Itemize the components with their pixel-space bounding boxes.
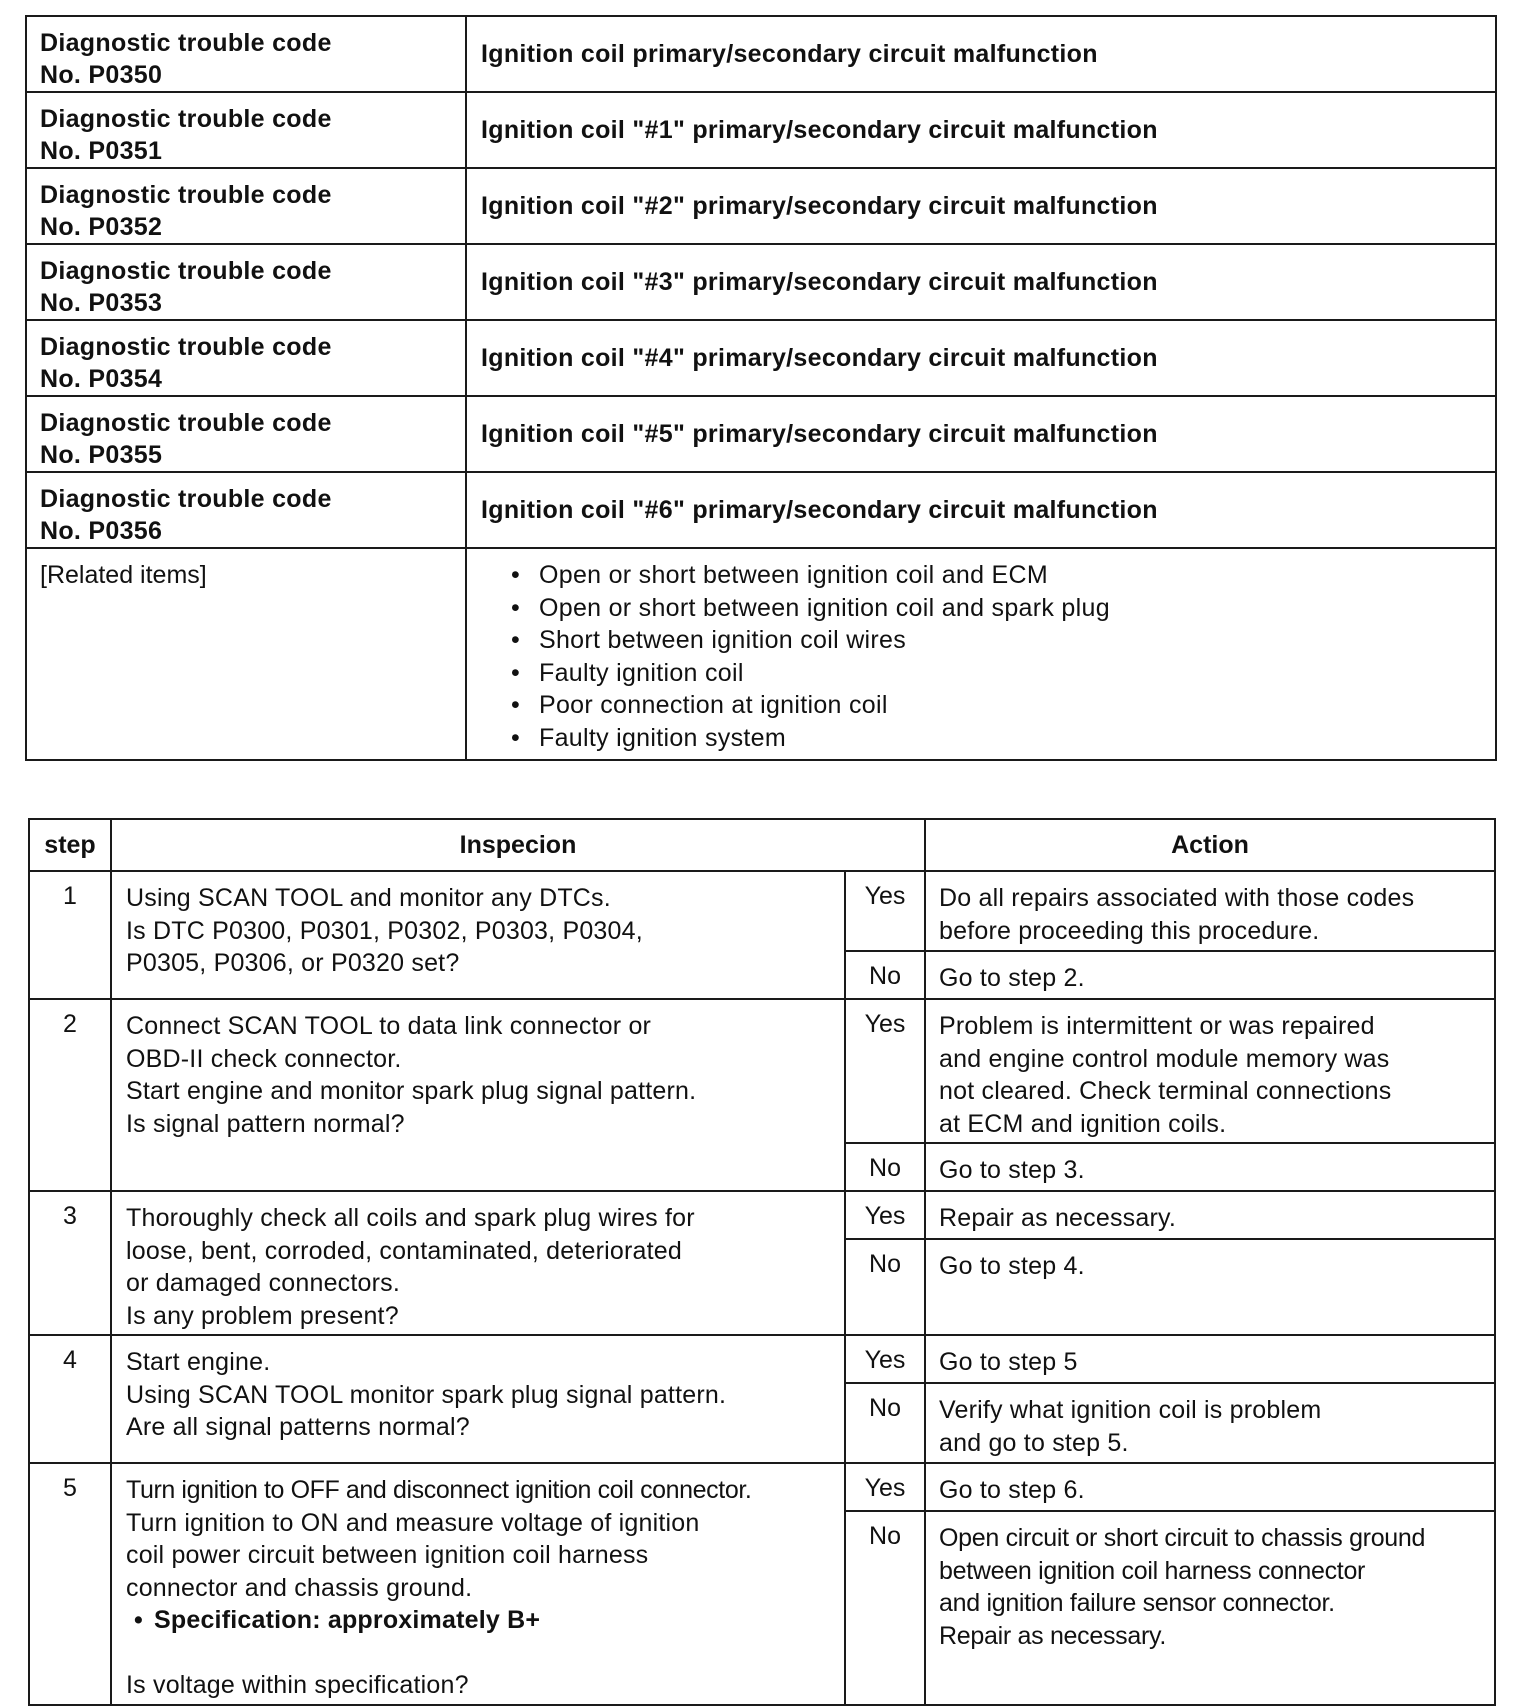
- action-line: at ECM and ignition coils.: [939, 1109, 1227, 1138]
- dtc-code-label: Diagnostic trouble code: [40, 333, 332, 361]
- action-line: Go to step 4.: [939, 1252, 1085, 1280]
- header-inspection: Inspecion: [111, 819, 925, 871]
- inspection-line: Thoroughly check all coils and spark plug wires for: [126, 1204, 695, 1232]
- inspection-question: Is voltage within specification?: [126, 1670, 469, 1699]
- related-item: • Poor connection at ignition coil: [539, 689, 1481, 722]
- action-line: and engine control module memory was: [939, 1044, 1390, 1073]
- yes-label: Yes: [845, 1335, 925, 1383]
- dtc-code-cell: [26, 16, 466, 92]
- yes-label: Yes: [845, 871, 925, 951]
- specification: • Specification: approximately B+: [126, 1604, 832, 1637]
- step-inspection: [111, 1335, 845, 1463]
- action-line: and ignition failure sensor connector.: [939, 1589, 1335, 1618]
- yes-action: [925, 999, 1495, 1143]
- step-number: 5: [29, 1463, 111, 1705]
- dtc-code-label: Diagnostic trouble code: [40, 29, 332, 57]
- step-number: 3: [29, 1191, 111, 1335]
- dtc-code-cell: [26, 320, 466, 396]
- dtc-table: [25, 15, 1497, 761]
- action-line: Repair as necessary.: [939, 1204, 1176, 1232]
- action-line: not cleared. Check terminal connections: [939, 1077, 1392, 1106]
- inspection-line: Turn ignition to ON and measure voltage of ignition: [126, 1508, 700, 1537]
- step-number: 2: [29, 999, 111, 1191]
- dtc-description: Ignition coil "#4" primary/secondary circuit malfunction: [466, 320, 1496, 396]
- step-number: 1: [29, 871, 111, 999]
- dtc-row: [26, 244, 1496, 320]
- no-label: No: [845, 1143, 925, 1191]
- dtc-code-label: Diagnostic trouble code: [40, 181, 332, 209]
- action-line: before proceeding this procedure.: [939, 916, 1320, 945]
- no-action: [925, 1383, 1495, 1463]
- yes-label: Yes: [845, 1463, 925, 1511]
- step-row-yes: [29, 1191, 1495, 1239]
- yes-action: [925, 1463, 1495, 1511]
- step-inspection: [111, 1191, 845, 1335]
- inspection-line: Turn ignition to OFF and disconnect ignition coil connector.: [126, 1476, 752, 1504]
- action-line: Do all repairs associated with those codes: [939, 884, 1415, 912]
- dtc-description: Ignition coil "#2" primary/secondary circuit malfunction: [466, 168, 1496, 244]
- dtc-description: Ignition coil "#3" primary/secondary circuit malfunction: [466, 244, 1496, 320]
- inspection-line: loose, bent, corroded, contaminated, deteriorated: [126, 1236, 682, 1265]
- yes-action: [925, 1191, 1495, 1239]
- step-row-yes: [29, 999, 1495, 1143]
- step-inspection: [111, 999, 845, 1191]
- related-items-cell: [466, 548, 1496, 760]
- dtc-row: [26, 320, 1496, 396]
- dtc-description: Ignition coil "#6" primary/secondary circuit malfunction: [466, 472, 1496, 548]
- header-step: step: [29, 819, 111, 871]
- dtc-row: [26, 168, 1496, 244]
- dtc-code-label: Diagnostic trouble code: [40, 485, 332, 513]
- dtc-code-cell: [26, 396, 466, 472]
- inspection-line: Is DTC P0300, P0301, P0302, P0303, P0304,: [126, 916, 643, 945]
- dtc-code-number: No. P0355: [40, 441, 163, 469]
- step-inspection: [111, 1463, 845, 1705]
- related-item: • Open or short between ignition coil and ECM: [539, 559, 1481, 592]
- step-row-yes: [29, 1335, 1495, 1383]
- related-item: • Faulty ignition system: [539, 722, 1481, 755]
- dtc-code-number: No. P0353: [40, 289, 163, 317]
- inspection-line: Is any problem present?: [126, 1301, 399, 1330]
- dtc-code-cell: [26, 168, 466, 244]
- no-action: [925, 1239, 1495, 1335]
- inspection-line: Start engine and monitor spark plug signal pattern.: [126, 1077, 697, 1106]
- inspection-line: Is signal pattern normal?: [126, 1109, 405, 1138]
- yes-label: Yes: [845, 1191, 925, 1239]
- no-action: [925, 951, 1495, 999]
- no-action: [925, 1143, 1495, 1191]
- no-label: No: [845, 1239, 925, 1335]
- related-items-list: [507, 559, 1481, 755]
- inspection-line: Are all signal patterns normal?: [126, 1413, 470, 1442]
- header-row: [29, 819, 1495, 871]
- dtc-code-cell: [26, 472, 466, 548]
- dtc-row: [26, 92, 1496, 168]
- header-action: Action: [925, 819, 1495, 871]
- no-label: No: [845, 951, 925, 999]
- yes-action: [925, 871, 1495, 951]
- related-items-label: [Related items]: [26, 548, 466, 760]
- inspection-line: Using SCAN TOOL and monitor any DTCs.: [126, 884, 611, 912]
- dtc-table-body: [26, 16, 1496, 760]
- dtc-description: Ignition coil "#1" primary/secondary circuit malfunction: [466, 92, 1496, 168]
- dtc-code-number: No. P0350: [40, 61, 163, 89]
- dtc-description: Ignition coil "#5" primary/secondary circuit malfunction: [466, 396, 1496, 472]
- action-line: and go to step 5.: [939, 1428, 1129, 1457]
- related-items-row: [26, 548, 1496, 760]
- action-line: Go to step 6.: [939, 1476, 1085, 1504]
- no-label: No: [845, 1383, 925, 1463]
- step-row-yes: [29, 1463, 1495, 1511]
- no-action: [925, 1511, 1495, 1705]
- dtc-code-cell: [26, 244, 466, 320]
- action-line: Problem is intermittent or was repaired: [939, 1012, 1375, 1040]
- step-number: 4: [29, 1335, 111, 1463]
- dtc-code-cell: [26, 92, 466, 168]
- action-line: Go to step 5: [939, 1348, 1078, 1376]
- yes-label: Yes: [845, 999, 925, 1143]
- dtc-row: [26, 16, 1496, 92]
- action-line: Repair as necessary.: [939, 1621, 1166, 1650]
- step-inspection: [111, 871, 845, 999]
- action-line: between ignition coil harness connector: [939, 1556, 1366, 1585]
- related-item: • Open or short between ignition coil and spark plug: [539, 592, 1481, 625]
- dtc-code-label: Diagnostic trouble code: [40, 105, 332, 133]
- inspection-line: OBD-II check connector.: [126, 1044, 402, 1073]
- inspection-line: Start engine.: [126, 1348, 271, 1376]
- dtc-code-number: No. P0352: [40, 213, 163, 241]
- no-label: No: [845, 1511, 925, 1705]
- dtc-code-number: No. P0356: [40, 517, 163, 545]
- action-line: Verify what ignition coil is problem: [939, 1396, 1322, 1424]
- inspection-line: P0305, P0306, or P0320 set?: [126, 949, 460, 978]
- inspection-steps-table: [28, 818, 1496, 1706]
- spacer: [126, 1637, 832, 1669]
- step-row-yes: [29, 871, 1495, 951]
- action-line: Go to step 3.: [939, 1156, 1085, 1184]
- action-line: Go to step 2.: [939, 964, 1085, 992]
- dtc-code-label: Diagnostic trouble code: [40, 257, 332, 285]
- action-line: Open circuit or short circuit to chassis ground: [939, 1524, 1426, 1552]
- dtc-code-number: No. P0354: [40, 365, 163, 393]
- dtc-code-label: Diagnostic trouble code: [40, 409, 332, 437]
- dtc-description: Ignition coil primary/secondary circuit malfunction: [466, 16, 1496, 92]
- dtc-row: [26, 396, 1496, 472]
- related-item: • Short between ignition coil wires: [539, 624, 1481, 657]
- inspection-line: coil power circuit between ignition coil harness: [126, 1541, 649, 1570]
- inspection-line: connector and chassis ground.: [126, 1573, 473, 1602]
- dtc-code-number: No. P0351: [40, 137, 163, 165]
- inspection-line: Connect SCAN TOOL to data link connector or: [126, 1012, 652, 1040]
- inspection-line: Using SCAN TOOL monitor spark plug signal pattern.: [126, 1380, 727, 1409]
- inspection-line: or damaged connectors.: [126, 1269, 401, 1298]
- dtc-row: [26, 472, 1496, 548]
- yes-action: [925, 1335, 1495, 1383]
- related-item: • Faulty ignition coil: [539, 657, 1481, 690]
